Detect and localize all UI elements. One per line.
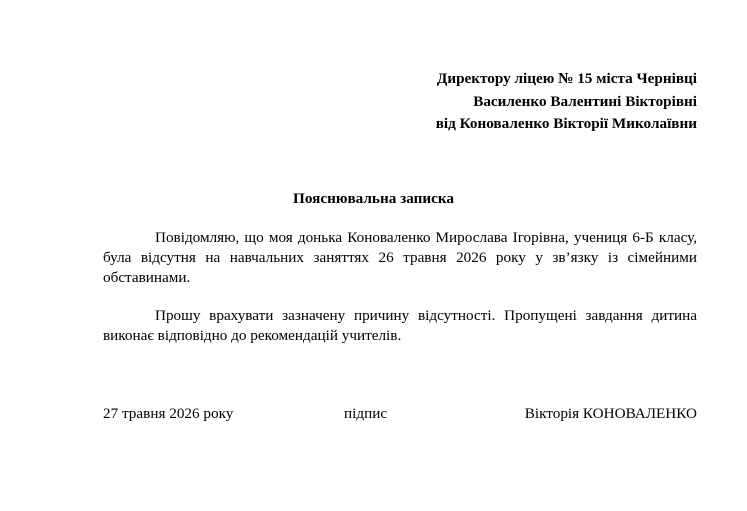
addressee-line-from: від Коноваленко Вікторії Миколаївни: [435, 115, 697, 132]
addressee-block: [436, 68, 697, 136]
signature-label: підпис: [344, 405, 388, 422]
document-title: Пояснювальна записка: [293, 190, 454, 207]
body-paragraph-absence: Повідомляю, що моя донька Коноваленко Мирослава Ігорівна, учениця 6-Б класу, була відсутня на навчальних заняттях 26 травня 2026 року у зв’язку із сімейними обставинами.: [103, 229, 697, 286]
signature-line: [0, 404, 747, 424]
signature-name: Вікторія КОНОВАЛЕНКО: [524, 405, 697, 422]
signature-date: 27 травня 2026 року: [103, 405, 234, 422]
body-paragraph-request: Прошу врахувати зазначену причину відсутності. Пропущені завдання дитина виконає відповідно до рекомендацій учителів.: [103, 307, 697, 344]
addressee-line-director: Директору ліцею № 15 міста Чернівці: [436, 70, 697, 87]
addressee-line-name: Василенко Валентині Вікторівні: [473, 92, 697, 110]
